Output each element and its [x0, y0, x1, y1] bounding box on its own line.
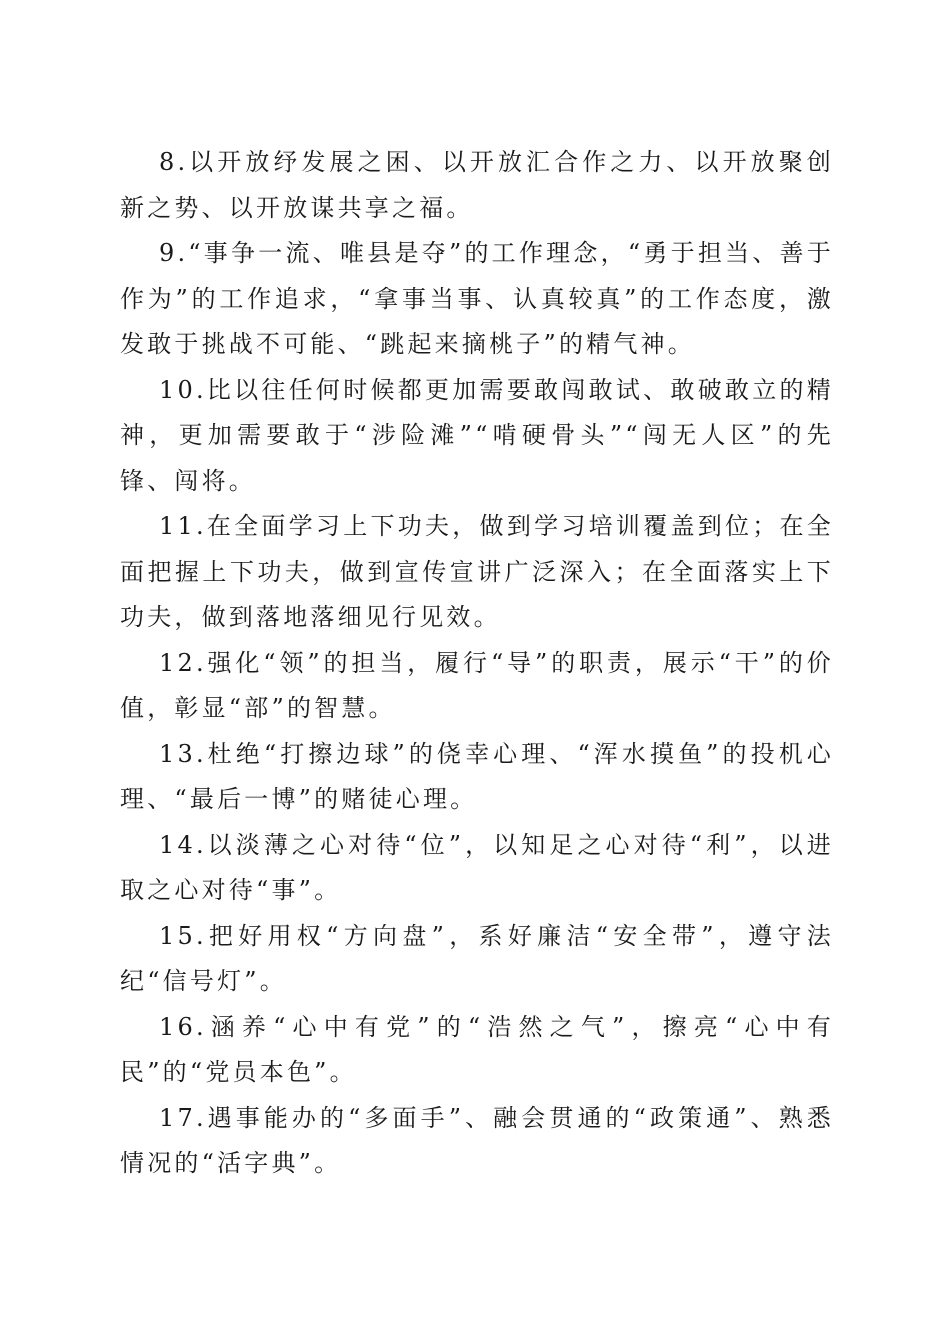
list-item-8: 8.以开放纾发展之困、以开放汇合作之力、以开放聚创新之势、以开放谋共享之福。 — [120, 148, 834, 222]
list-item-13: 13.杜绝“打擦边球”的侥幸心理、“浑水摸鱼”的投机心理、“最后一博”的赌徒心理。 — [120, 739, 834, 813]
list-item-9: 9.“事争一流、唯县是夺”的工作理念，“勇于担当、善于作为”的工作追求，“拿事当事、认真较真”的工作态度，激发敢于挑战不可能、“跳起来摘桃子”的精气神。 — [120, 239, 834, 358]
list-item-15: 15.把好用权“方向盘”，系好廉洁“安全带”，遵守法纪“信号灯”。 — [120, 921, 834, 995]
list-item-16: 16.涵养“心中有党”的“浩然之气”，擦亮“心中有民”的“党员本色”。 — [120, 1012, 834, 1086]
list-item-12: 12.强化“领”的担当，履行“导”的职责，展示“干”的价值，彰显“部”的智慧。 — [120, 648, 834, 722]
list-item-14: 14.以淡薄之心对待“位”，以知足之心对待“利”，以进取之心对待“事”。 — [120, 830, 834, 904]
list-item-11: 11.在全面学习上下功夫，做到学习培训覆盖到位；在全面把握上下功夫，做到宣传宣讲广泛深入；在全面落实上下功夫，做到落地落细见行见效。 — [120, 512, 834, 631]
list-item-17: 17.遇事能办的“多面手”、融会贯通的“政策通”、熟悉情况的“活字典”。 — [120, 1103, 834, 1177]
list-item-10: 10.比以往任何时候都更加需要敢闯敢试、敢破敢立的精神，更加需要敢于“涉险滩”“啃硬骨头”“闯无人区”的先锋、闯将。 — [120, 375, 834, 495]
document-body — [120, 140, 834, 1187]
